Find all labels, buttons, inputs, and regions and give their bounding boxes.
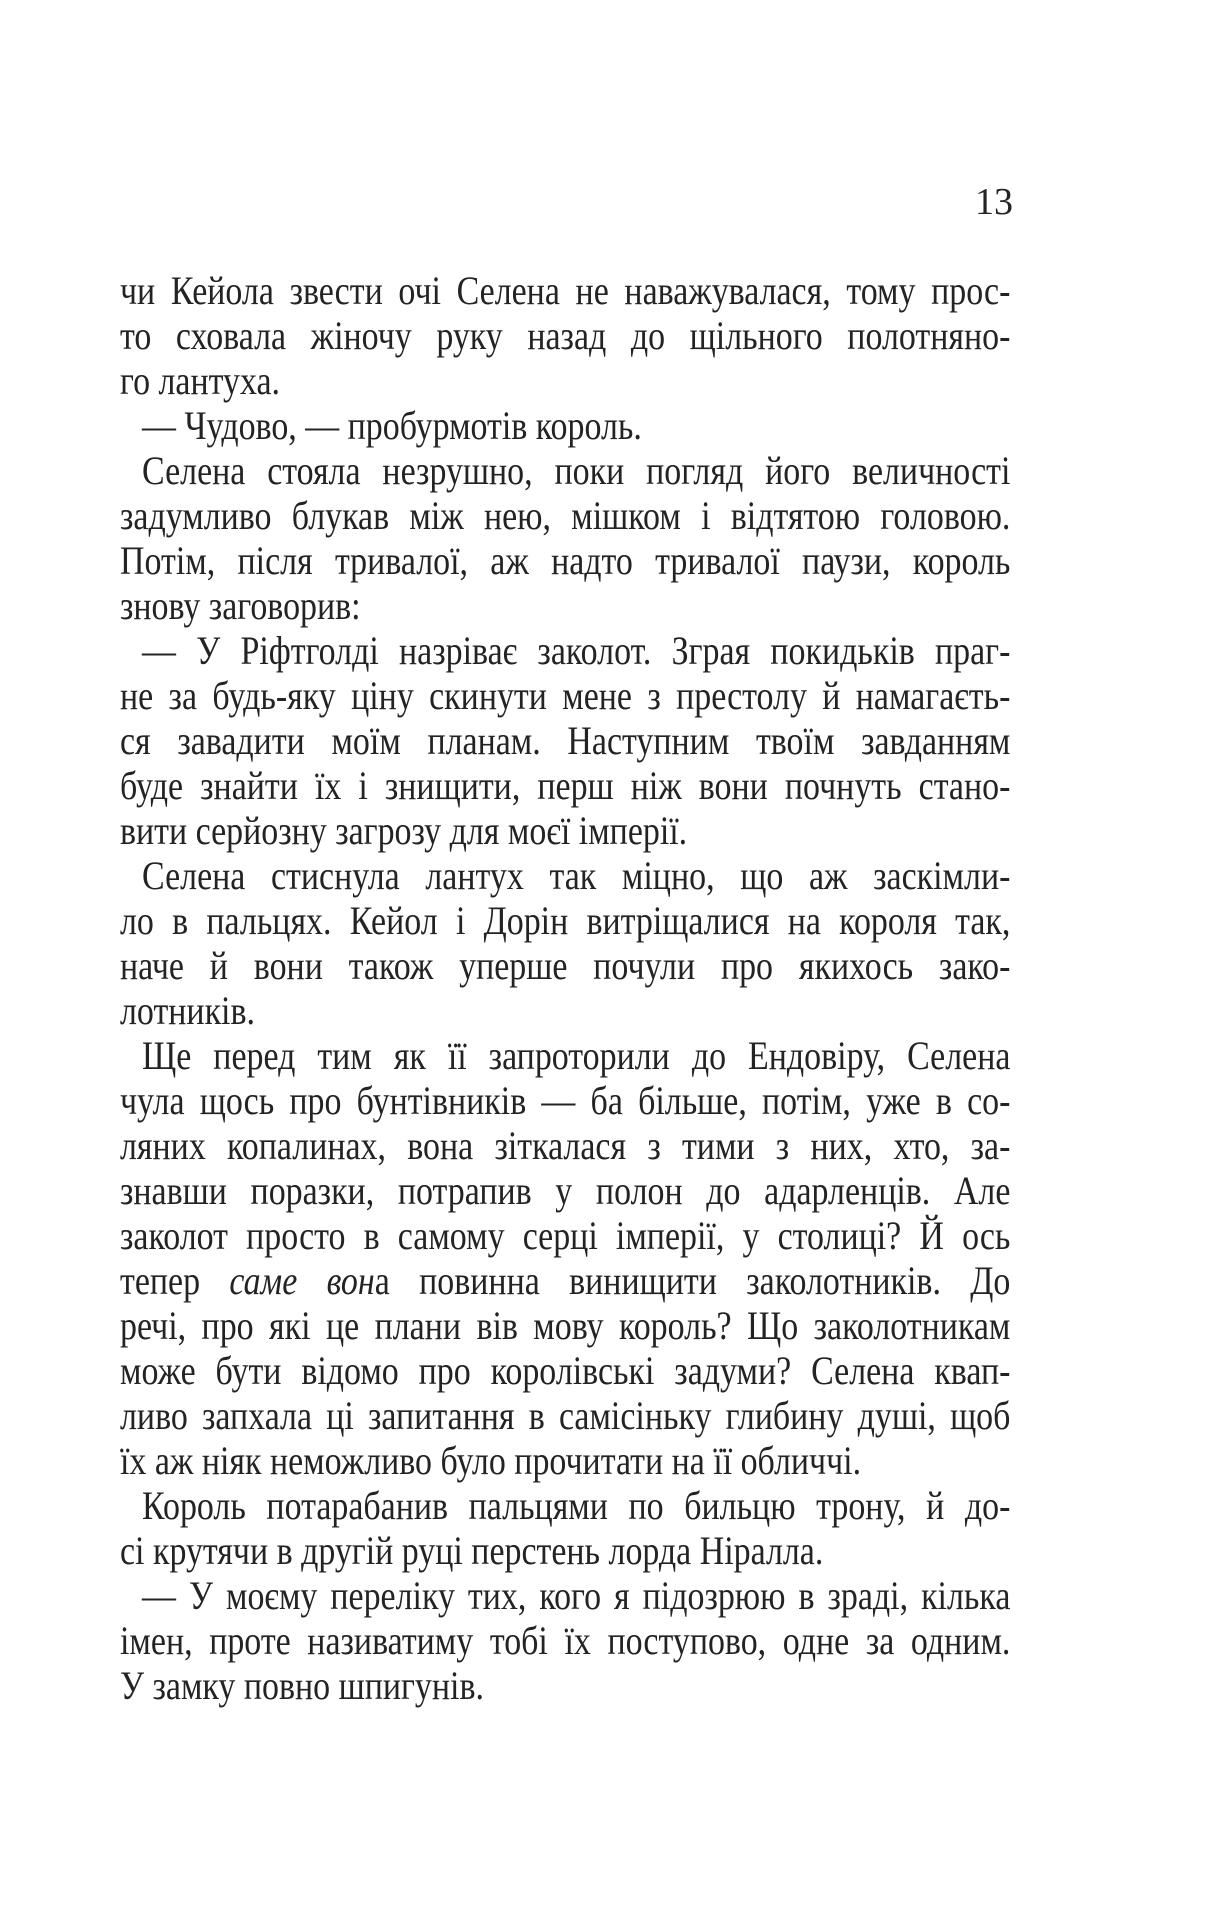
text-line: то сховала жіночу руку назад до щільного полотняно- xyxy=(120,313,1011,358)
page-text xyxy=(120,268,1010,1708)
text-line: вити серйозну загрозу для моєї імперії. xyxy=(120,808,688,853)
text-line: ливо запхала ці запитання в самісіньку глибину душі, щоб xyxy=(120,1393,1011,1438)
text-line: не за будь-яку ціну скинути мене з престолу й намагаєть- xyxy=(120,673,1011,718)
paragraph xyxy=(120,1573,1010,1708)
text-line: знову заговорив: xyxy=(120,583,361,628)
paragraph xyxy=(120,403,1010,448)
text-line: їх аж ніяк неможливо було прочитати на її обличчі. xyxy=(120,1438,862,1483)
text-line: ляних копалинах, вона зіткалася з тими з них, хто, за- xyxy=(120,1123,1011,1168)
text-line: ся завадити моїм планам. Наступним твоїм завданням xyxy=(120,718,1011,763)
text-line: го лантуха. xyxy=(120,358,281,403)
text-line: чи Кейола звести очі Селена не наважувалася, тому прос- xyxy=(120,268,1011,313)
text-line: — Чудово, — пробурмотів король. xyxy=(142,403,642,448)
text-line: Селена стояла незрушно, поки погляд його величності xyxy=(142,448,1011,493)
text-line: Король потарабанив пальцями по бильцю трону, й до- xyxy=(142,1483,1011,1528)
text-line: Селена стиснула лантух так міцно, що аж заскімли- xyxy=(142,853,1011,898)
paragraph xyxy=(120,1483,1010,1573)
page-number: 13 xyxy=(975,181,1013,223)
text-line: сі крутячи в другій руці перстень лорда Ніралла. xyxy=(120,1528,824,1573)
text-line: буде знайти їх і знищити, перш ніж вони почнуть стано- xyxy=(120,763,1011,808)
paragraph xyxy=(120,1033,1010,1483)
text-line: чула щось про бунтівників — ба більше, потім, уже в со- xyxy=(120,1078,1011,1123)
paragraph xyxy=(120,853,1010,1033)
text-line: наче й вони також уперше почули про якихось зако- xyxy=(120,943,1011,988)
paragraph xyxy=(120,268,1010,403)
text-line: У замку повно шпигунів. xyxy=(120,1663,484,1708)
text-line: тепер саме вона повинна винищити заколотників. До xyxy=(120,1258,1011,1303)
text-line: ло в пальцях. Кейол і Дорін витріщалися на короля так, xyxy=(120,898,1011,943)
text-line: — У Ріфтголді назріває заколот. Зграя покидьків праг- xyxy=(142,628,1011,673)
text-line: заколот просто в самому серці імперії, у столиці? Й ось xyxy=(120,1213,1011,1258)
text-line: речі, про які це плани вів мову король? Що заколотникам xyxy=(120,1303,1011,1348)
text-line: задумливо блукав між нею, мішком і відтятою головою. xyxy=(120,493,1011,538)
text-line: знавши поразки, потрапив у полон до адарленців. Але xyxy=(120,1168,1011,1213)
text-line: імен, проте називатиму тобі їх поступово, одне за одним. xyxy=(120,1618,1011,1663)
text-line: лотників. xyxy=(120,988,255,1033)
text-line: Ще перед тим як її запроторили до Ендовіру, Селена xyxy=(142,1033,1011,1078)
text-line: — У моєму переліку тих, кого я підозрюю в зраді, кілька xyxy=(142,1573,1011,1618)
paragraph xyxy=(120,628,1010,853)
paragraph xyxy=(120,448,1010,628)
text-line: може бути відомо про королівські задуми? Селена квап- xyxy=(120,1348,1011,1393)
text-line: Потім, після тривалої, аж надто тривалої паузи, король xyxy=(120,538,1011,583)
